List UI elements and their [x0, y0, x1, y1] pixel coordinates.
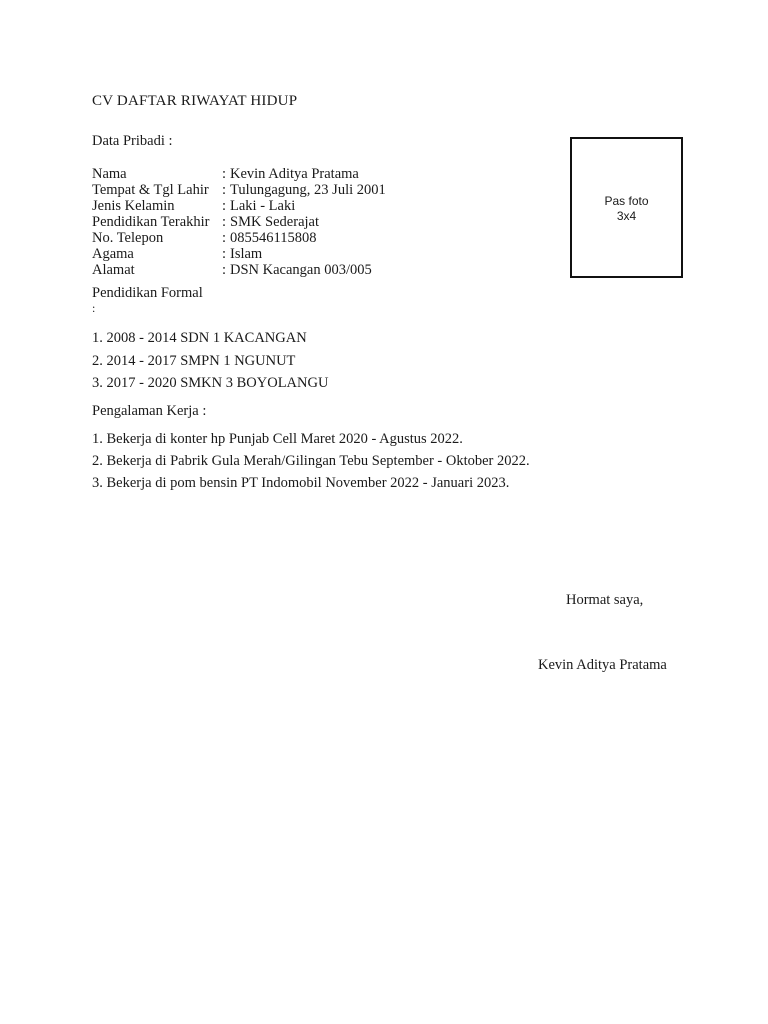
info-colon: : [222, 198, 227, 214]
info-colon: : [222, 182, 227, 198]
closing-text: Hormat saya, [566, 592, 644, 608]
personal-info-table [92, 166, 386, 278]
document-title: CV DAFTAR RIWAYAT HIDUP [92, 93, 298, 109]
info-label: Pendidikan Terakhir [92, 214, 210, 230]
info-row-birth [92, 182, 386, 198]
info-row-name [92, 166, 386, 182]
info-value: Kevin Aditya Pratama [230, 166, 359, 182]
list-item: 2. Bekerja di Pabrik Gula Merah/Gilingan Tebu September - Oktober 2022. [92, 453, 530, 469]
info-value: Laki - Laki [230, 198, 296, 214]
photo-label-line2: 3x4 [616, 209, 637, 223]
photo-label [572, 194, 681, 224]
info-row-phone [92, 230, 386, 246]
experience-list [92, 431, 530, 497]
photo-label-line1: Pas foto [604, 194, 649, 208]
info-label: Nama [92, 166, 127, 182]
info-row-address [92, 262, 386, 278]
info-value: 085546115808 [230, 230, 317, 246]
info-value: DSN Kacangan 003/005 [230, 262, 372, 278]
list-item: 2. 2014 - 2017 SMPN 1 NGUNUT [92, 352, 296, 369]
info-label: Agama [92, 246, 134, 262]
info-colon: : [222, 230, 227, 246]
info-colon: : [222, 246, 227, 262]
info-value: Tulungagung, 23 Juli 2001 [230, 182, 386, 198]
info-value: SMK Sederajat [230, 214, 319, 230]
info-colon: : [222, 166, 227, 182]
list-item: 3. 2017 - 2020 SMKN 3 BOYOLANGU [92, 375, 329, 391]
list-item: 1. 2008 - 2014 SDN 1 KACANGAN [92, 330, 307, 346]
personal-data-heading: Data Pribadi : [92, 133, 173, 149]
info-value: Islam [230, 246, 263, 262]
photo-placeholder [570, 137, 683, 278]
info-label: No. Telepon [92, 230, 164, 246]
signature-name: Kevin Aditya Pratama [538, 657, 667, 673]
info-label: Jenis Kelamin [92, 198, 175, 214]
list-item: 1. Bekerja di konter hp Punjab Cell Maret 2020 - Agustus 2022. [92, 431, 463, 447]
list-item: 3. Bekerja di pom bensin PT Indomobil November 2022 - Januari 2023. [92, 475, 510, 491]
info-row-gender [92, 198, 386, 214]
info-label: Alamat [92, 262, 135, 278]
info-colon: : [222, 214, 227, 230]
info-colon: : [222, 262, 227, 278]
info-label: Tempat & Tgl Lahir [92, 182, 209, 198]
education-heading-colon: : [92, 301, 96, 315]
education-list [92, 330, 328, 398]
info-row-education [92, 214, 386, 230]
education-heading: Pendidikan Formal [92, 285, 203, 301]
experience-heading: Pengalaman Kerja : [92, 403, 207, 419]
info-row-religion [92, 246, 386, 262]
